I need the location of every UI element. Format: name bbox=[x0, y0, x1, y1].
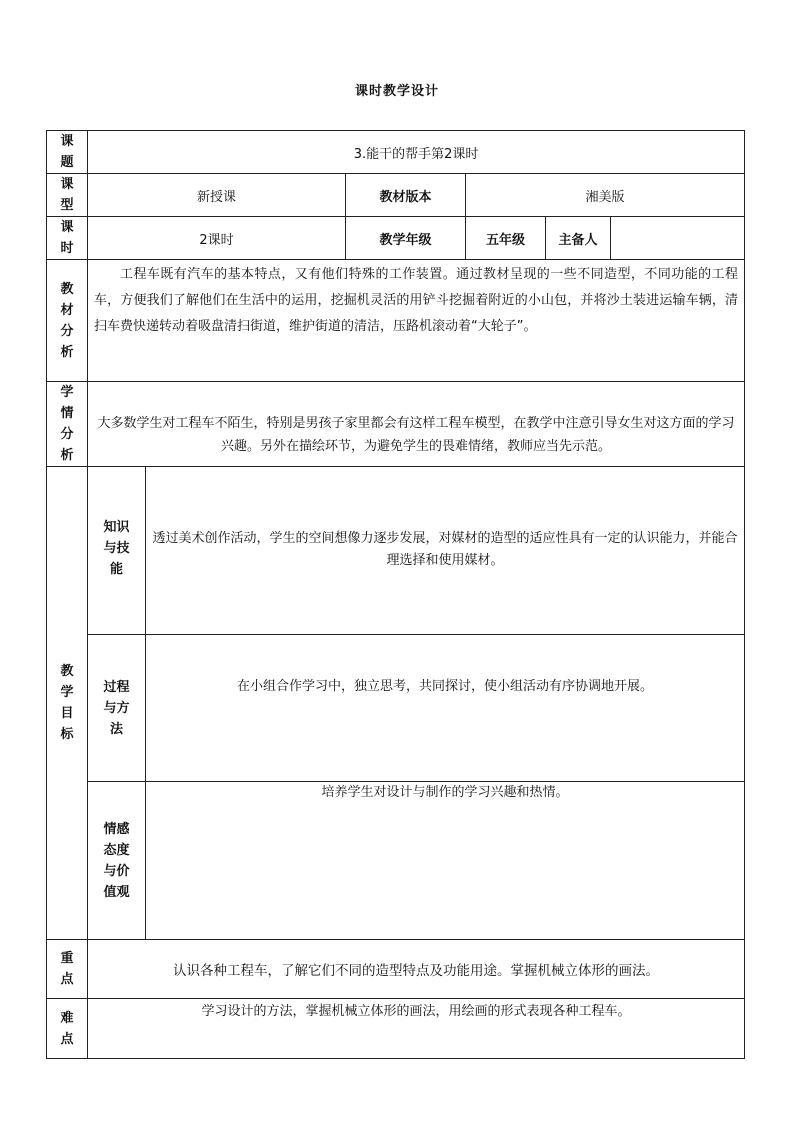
textbook-version-label: 教材版本 bbox=[346, 174, 466, 217]
grade-label: 教学年级 bbox=[346, 217, 466, 260]
goal-knowledge-row bbox=[47, 467, 745, 635]
difficulties-header: 难 点 bbox=[47, 999, 88, 1059]
key-points-header: 重 点 bbox=[47, 940, 88, 999]
knowledge-skills-label: 知识 与技 能 bbox=[88, 467, 146, 635]
hours-header: 课 时 bbox=[47, 217, 88, 260]
hours-row bbox=[47, 217, 745, 260]
key-points-row bbox=[47, 940, 745, 999]
topic-header: 课 题 bbox=[47, 131, 88, 174]
emotion-attitude-values-text: 培养学生对设计与制作的学习兴趣和热情。 bbox=[146, 782, 745, 940]
material-analysis-header: 教 材 分 析 bbox=[47, 260, 88, 382]
knowledge-skills-text: 透过美术创作活动，学生的空间想像力逐步发展，对媒材的造型的适应性具有一定的认识能力，并能合理选择和使用媒材。 bbox=[146, 467, 745, 635]
type-value: 新授课 bbox=[88, 174, 346, 217]
document-title: 课时教学设计 bbox=[354, 84, 439, 99]
topic-row bbox=[47, 131, 745, 174]
material-analysis-text: 工程车既有汽车的基本特点，又有他们特殊的工作装置。通过教材呈现的一些不同造型，不同功能的工程车，方便我们了解他们在生活中的运用，挖掘机灵活的用铲斗挖掘着附近的小山包，并将沙土装进运输车辆，清扫车费快递转动着吸盘清扫街道，维护街道的清洁，压路机滚动着“大轮子”。 bbox=[88, 260, 745, 382]
student-analysis-header: 学 情 分 析 bbox=[47, 382, 88, 467]
process-methods-text: 在小组合作学习中，独立思考，共同探讨，使小组活动有序协调地开展。 bbox=[146, 635, 745, 782]
teaching-goals-header: 教 学 目 标 bbox=[47, 467, 88, 940]
type-header: 课 型 bbox=[47, 174, 88, 217]
emotion-attitude-values-label: 情感 态度 与价 值观 bbox=[88, 782, 146, 940]
hours-value: 2课时 bbox=[88, 217, 346, 260]
key-points-text: 认识各种工程车，了解它们不同的造型特点及功能用途。掌握机械立体形的画法。 bbox=[88, 940, 745, 999]
grade-value: 五年级 bbox=[466, 217, 546, 260]
textbook-version-value: 湘美版 bbox=[466, 174, 745, 217]
preparer-value bbox=[611, 217, 745, 260]
type-row bbox=[47, 174, 745, 217]
student-analysis-text: 大多数学生对工程车不陌生，特别是男孩子家里都会有这样工程车模型，在教学中注意引导女生对这方面的学习兴趣。另外在描绘环节，为避免学生的畏难情绪，教师应当先示范。 bbox=[88, 382, 745, 467]
process-methods-label: 过程 与方 法 bbox=[88, 635, 146, 782]
difficulties-text: 学习设计的方法，掌握机械立体形的画法，用绘画的形式表现各种工程车。 bbox=[88, 999, 745, 1059]
goal-emotion-row bbox=[47, 782, 745, 940]
difficulties-row bbox=[47, 999, 745, 1059]
material-analysis-row bbox=[47, 260, 745, 382]
lesson-plan-table bbox=[46, 130, 745, 1059]
topic-value: 3.能干的帮手第2课时 bbox=[88, 131, 745, 174]
student-analysis-row bbox=[47, 382, 745, 467]
preparer-label: 主备人 bbox=[546, 217, 611, 260]
goal-process-row bbox=[47, 635, 745, 782]
